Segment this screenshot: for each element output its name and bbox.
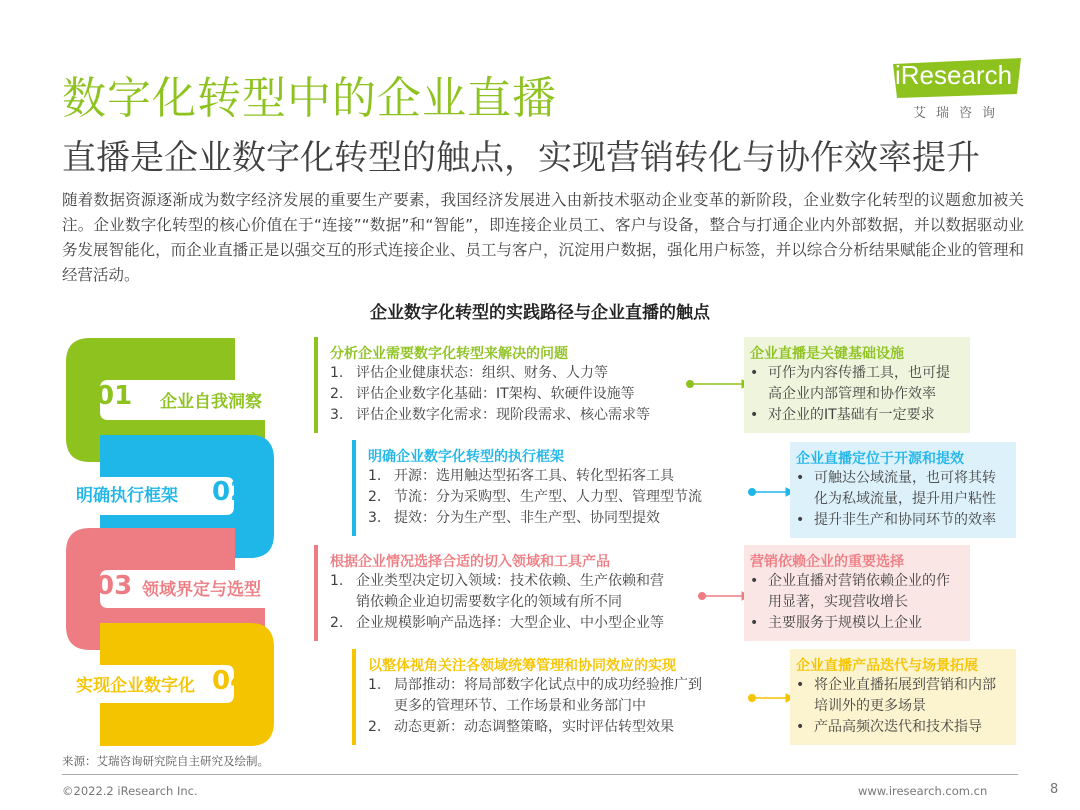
list-item-continued: 销依赖企业迫切需要数字化的领域有所不同 bbox=[356, 594, 622, 610]
note-bullet: • 将企业直播拓展到营销和内部 bbox=[796, 677, 996, 693]
page-title: 数字化转型中的企业直播 bbox=[62, 73, 557, 124]
step-04-label: 实现企业数字化 bbox=[76, 676, 195, 696]
logo-brand-text: iResearch bbox=[895, 60, 1013, 90]
step-01-box bbox=[330, 343, 690, 426]
note-bullet: • 可触达公域流量，也可将其转 bbox=[796, 470, 996, 486]
list-item-continued: 更多的管理环节、工作场景和业务部门中 bbox=[394, 698, 646, 714]
step-03-box-title: 根据企业情况选择合适的切入领域和工具产品 bbox=[330, 554, 610, 570]
source-note: 来源：艾瑞咨询研究院自主研究及绘制。 bbox=[62, 754, 269, 768]
step-03-box bbox=[330, 551, 700, 634]
step-04-box-title: 以整体视角关注各领域统筹管理和协同效应的实现 bbox=[368, 658, 676, 674]
step-01-note bbox=[744, 337, 970, 433]
step-03-note-title: 营销依赖企业的重要选择 bbox=[750, 554, 904, 570]
note-bullet-continued: 培训外的更多场景 bbox=[814, 698, 926, 714]
step-02-note bbox=[790, 442, 1016, 538]
list-item: 1. 企业类型决定切入领域：技术依赖、生产依赖和营 bbox=[330, 573, 664, 589]
website-link[interactable]: www.iresearch.com.cn bbox=[858, 784, 988, 798]
note-bullet: • 对企业的IT基础有一定要求 bbox=[750, 407, 935, 423]
list-item: 2. 评估企业数字化基础：IT架构、软硬件设施等 bbox=[330, 386, 635, 402]
iresearch-logo bbox=[893, 58, 1023, 122]
step-02-note-title: 企业直播定位于开源和提效 bbox=[796, 451, 964, 467]
note-bullet: • 企业直播对营销依赖企业的作 bbox=[750, 573, 950, 589]
step-02-box-bar bbox=[352, 440, 356, 536]
note-bullet-continued: 用显著，实现营收增长 bbox=[768, 594, 908, 610]
step-02-box-title: 明确企业数字化转型的执行框架 bbox=[368, 449, 564, 465]
logo-cn-text: 艾瑞咨询 bbox=[913, 106, 1006, 121]
page-subtitle: 直播是企业数字化转型的触点，实现营销转化与协作效率提升 bbox=[62, 138, 980, 178]
step-03-box-bar bbox=[314, 545, 318, 641]
step-01-box-title: 分析企业需要数字化转型来解决的问题 bbox=[330, 346, 568, 362]
list-item: 1. 局部推动：将局部数字化试点中的成功经验推广到 bbox=[368, 677, 702, 693]
note-bullet: • 提升非生产和协同环节的效率 bbox=[796, 512, 996, 528]
step-04-box-bar bbox=[352, 649, 356, 745]
copyright: ©2022.2 iResearch Inc. bbox=[62, 784, 198, 798]
step-02-number: 02 bbox=[212, 477, 249, 507]
step-03-note bbox=[744, 545, 970, 641]
connector-04 bbox=[749, 694, 795, 702]
step-02-label: 明确执行框架 bbox=[76, 486, 178, 506]
step-01-box-bar bbox=[314, 337, 318, 433]
note-bullet: • 产品高频次迭代和技术指导 bbox=[796, 719, 982, 735]
note-bullet-continued: 高企业内部管理和协作效率 bbox=[768, 386, 936, 402]
step-01-label: 企业自我洞察 bbox=[160, 392, 262, 412]
footer-divider bbox=[62, 774, 1018, 775]
step-04-number: 04 bbox=[212, 666, 249, 696]
step-04-note-title: 企业直播产品迭代与场景拓展 bbox=[796, 658, 978, 674]
step-01-number: 01 bbox=[96, 381, 133, 411]
step-03-label: 领域界定与选型 bbox=[142, 580, 261, 600]
note-bullet: • 主要服务于规模以上企业 bbox=[750, 615, 922, 631]
list-item: 1. 开源：选用触达型拓客工具、转化型拓客工具 bbox=[368, 468, 674, 484]
intro-paragraph: 随着数据资源逐渐成为数字经济发展的重要生产要素，我国经济发展进入由新技术驱动企业变革的新阶段，企业数字化转型的议题愈加被关注。企业数字化转型的核心价值在于“连接”“数据”和“智能”，即连接企业员工、客户与设备，整合与打通企业内外部数据，并以数据驱动业务发展智能化，而企业直播正是以强交互的形式连接企业、员工与客户，沉淀用户数据，强化用户标签，并以综合分析结果赋能企业的管理和经营活动。 bbox=[62, 191, 1024, 284]
list-item: 1. 评估企业健康状态：组织、财务、人力等 bbox=[330, 365, 608, 381]
list-item: 2. 动态更新：动态调整策略，实时评估转型效果 bbox=[368, 719, 674, 735]
note-bullet-continued: 化为私域流量，提升用户粘性 bbox=[814, 491, 996, 507]
step-03-number: 03 bbox=[96, 571, 133, 601]
connector-03 bbox=[699, 592, 751, 600]
step-01-note-title: 企业直播是关键基础设施 bbox=[750, 346, 904, 362]
step-04-note bbox=[790, 649, 1016, 745]
connector-02 bbox=[749, 488, 795, 496]
page-number: 8 bbox=[1050, 782, 1059, 797]
diagram-title: 企业数字化转型的实践路径与企业直播的触点 bbox=[370, 303, 710, 323]
list-item: 2. 节流：分为采购型、生产型、人力型、管理型节流 bbox=[368, 489, 702, 505]
list-item: 3. 评估企业数字化需求：现阶段需求、核心需求等 bbox=[330, 407, 650, 423]
connector-01 bbox=[687, 380, 751, 388]
list-item: 2. 企业规模影响产品选择：大型企业、中小型企业等 bbox=[330, 615, 664, 631]
note-bullet: • 可作为内容传播工具，也可提 bbox=[750, 365, 950, 381]
list-item: 3. 提效：分为生产型、非生产型、协同型提效 bbox=[368, 510, 660, 526]
